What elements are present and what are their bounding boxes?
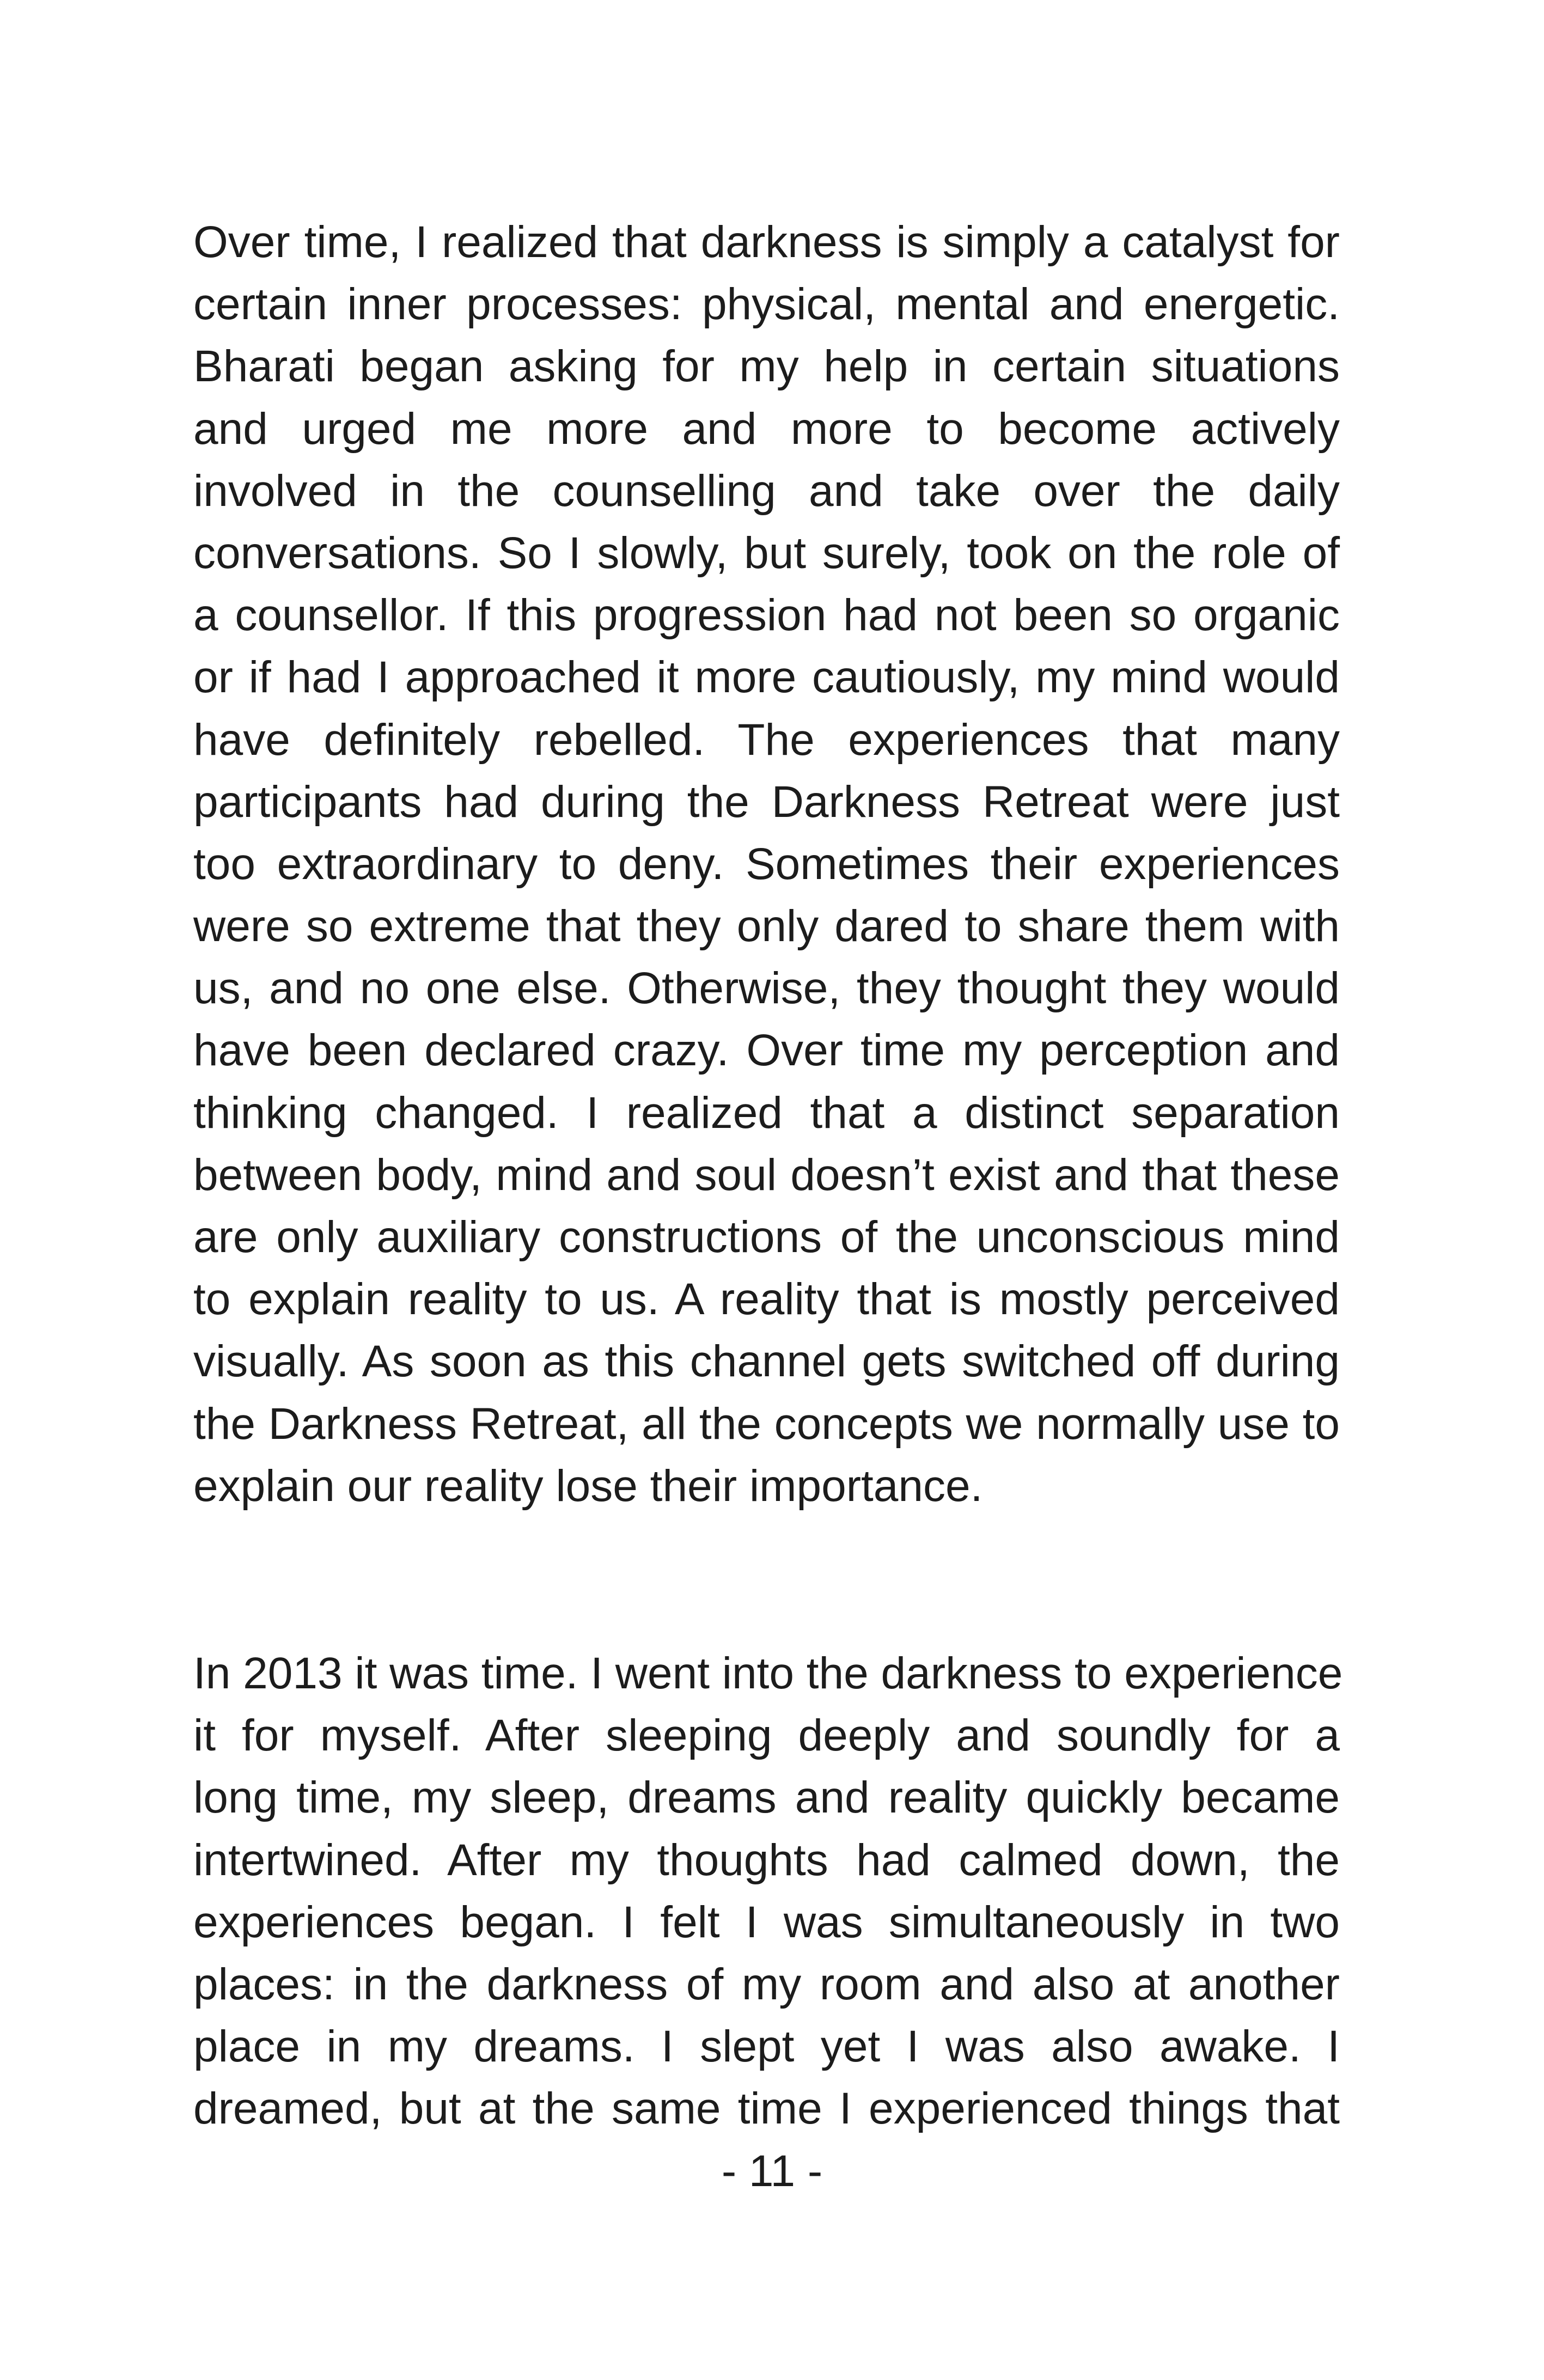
paragraph-spacer <box>193 1517 1340 1643</box>
text-line: have definitely rebelled. The experiences that many <box>193 715 1340 765</box>
text-line: places: in the darkness of my room and also at another <box>193 1959 1340 2009</box>
body-text <box>193 211 1343 2140</box>
text-line: conversations. So I slowly, but surely, took on the role of <box>193 528 1340 578</box>
text-line: involved in the counselling and take over the daily <box>193 466 1340 516</box>
text-line: long time, my sleep, dreams and reality quickly became <box>193 1773 1340 1823</box>
page-number: - 11 - <box>721 2146 823 2196</box>
text-line: to explain reality to us. A reality that is mostly perceived <box>193 1274 1340 1325</box>
text-line: thinking changed. I realized that a distinct separation <box>193 1088 1340 1138</box>
paragraph-2 <box>193 1643 1343 2140</box>
text-line: In 2013 it was time. I went into the darkness to experience <box>193 1648 1343 1698</box>
text-line: Bharati began asking for my help in certain situations <box>193 341 1340 392</box>
text-line: intertwined. After my thoughts had calmed down, the <box>193 1835 1340 1885</box>
text-line: it for myself. After sleeping deeply and soundly for a <box>193 1711 1340 1761</box>
text-line: have been declared crazy. Over time my perception and <box>193 1026 1340 1076</box>
text-line: dreamed, but at the same time I experienced things that <box>193 2084 1340 2134</box>
text-line: experiences began. I felt I was simultaneously in two <box>193 1897 1340 1947</box>
text-line: were so extreme that they only dared to share them with <box>193 901 1340 951</box>
paragraph-1 <box>193 211 1340 1517</box>
text-line: us, and no one else. Otherwise, they thought they would <box>193 963 1340 1014</box>
text-line: certain inner processes: physical, mental and energetic. <box>193 279 1340 329</box>
text-line: too extraordinary to deny. Sometimes their experiences <box>193 839 1340 889</box>
text-line: between body, mind and soul doesn’t exist and that these <box>193 1150 1340 1200</box>
text-line: Over time, I realized that darkness is simply a catalyst for <box>193 217 1340 267</box>
text-line: or if had I approached it more cautiously, my mind would <box>193 652 1340 703</box>
text-line: are only auxiliary constructions of the unconscious mind <box>193 1212 1340 1262</box>
text-line: participants had during the Darkness Retreat were just <box>193 777 1340 827</box>
text-line: place in my dreams. I slept yet I was also awake. I <box>193 2022 1340 2072</box>
text-line: explain our reality lose their importance. <box>193 1461 983 1511</box>
text-line: and urged me more and more to become actively <box>193 404 1340 454</box>
text-line: visually. As soon as this channel gets switched off during <box>193 1337 1340 1387</box>
text-line: the Darkness Retreat, all the concepts we normally use to <box>193 1399 1340 1449</box>
text-line: a counsellor. If this progression had not been so organic <box>193 590 1340 640</box>
